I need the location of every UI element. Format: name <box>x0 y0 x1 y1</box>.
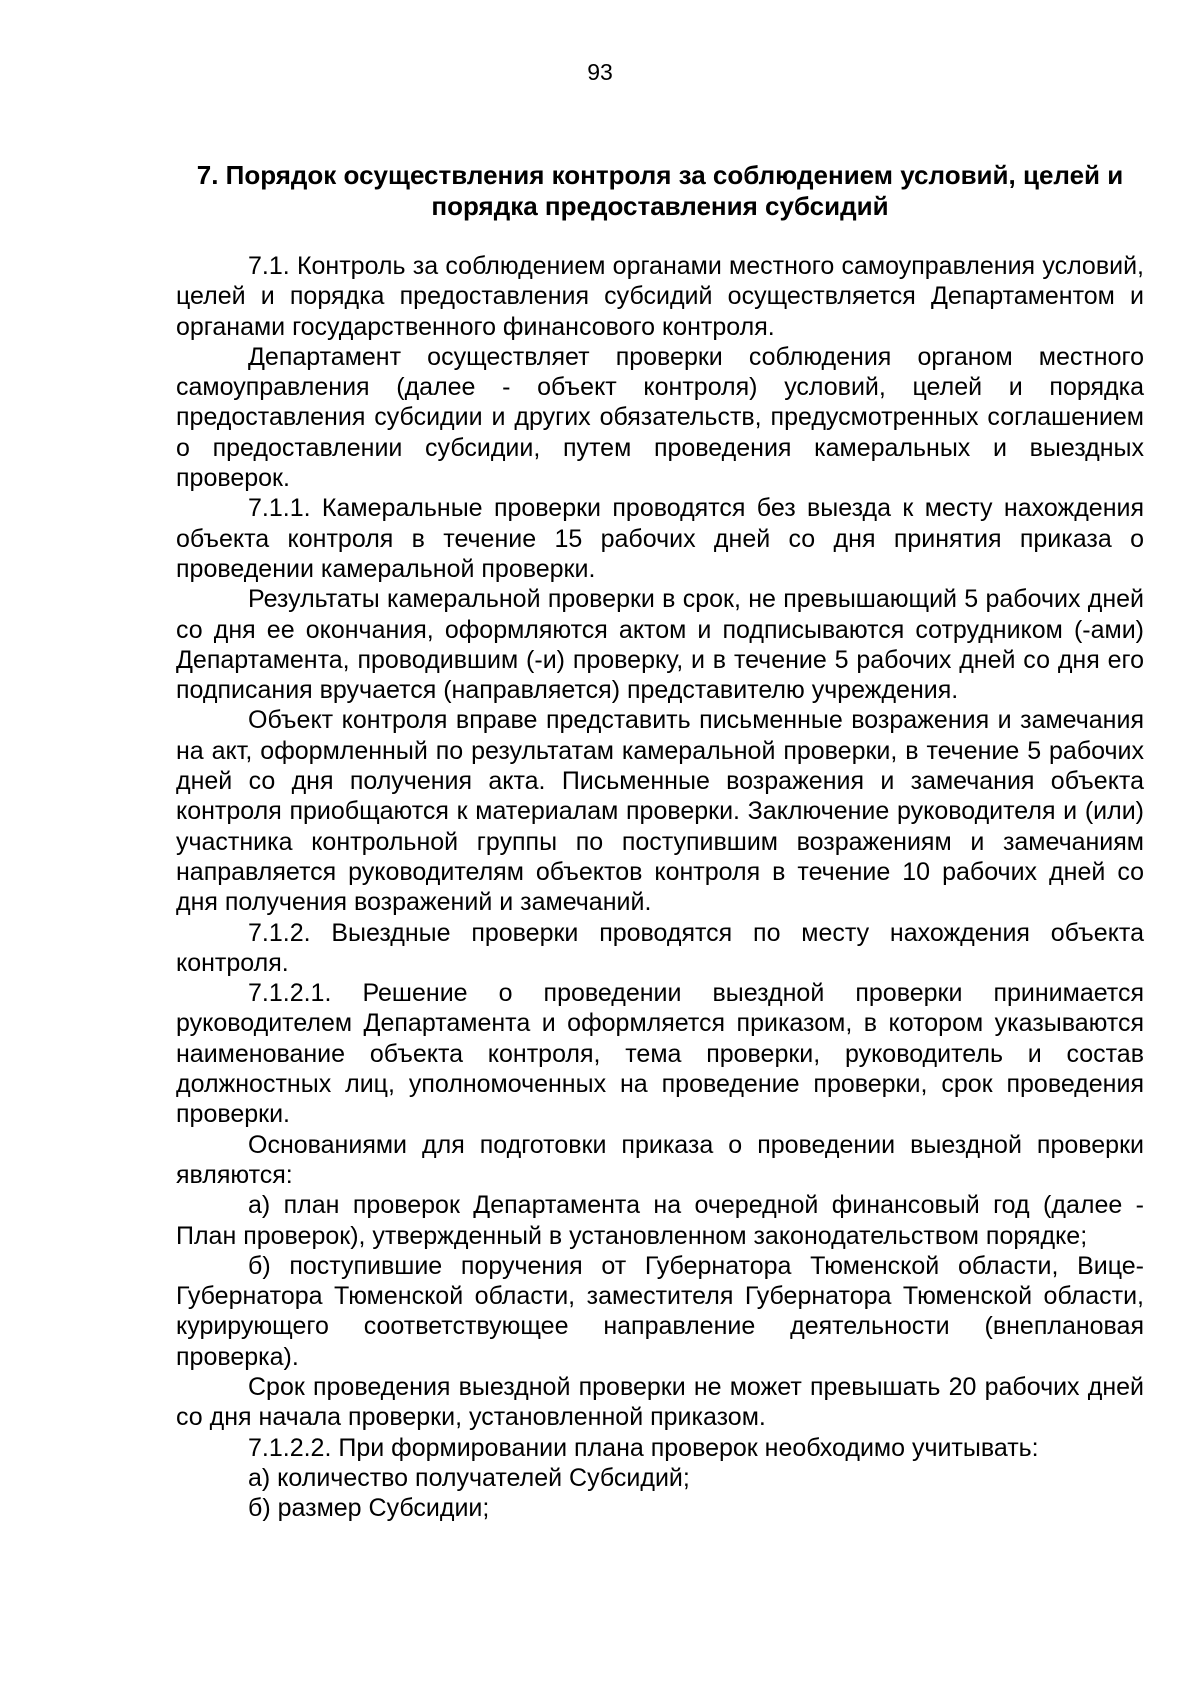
paragraph-7-1-2: 7.1.2. Выездные проверки проводятся по месту нахождения объекта контроля. <box>176 918 1144 977</box>
section-heading: 7. Порядок осуществления контроля за соблюдением условий, целей и порядка предоставления субсидий <box>196 160 1124 221</box>
paragraph-7-1-2-1: 7.1.2.1. Решение о проведении выездной проверки принимается руководителем Департамента и оформляется приказом, в котором указываются наименование объекта контроля, тема проверки, руководитель и состав должностных лиц, уполномоченных на проведение проверки, срок проведения проверки. <box>176 979 1144 1129</box>
paragraph-objections: Объект контроля вправе представить письменные возражения и замечания на акт, оформленный по результатам камеральной проверки, в течение 5 рабочих дней со дня получения акта. Письменные возражения и замечания объекта контроля приобщаются к материалам проверки. Заключение руководителя и (или) участника контрольной группы по поступившим возражениям и замечаниям направляется руководителям объектов контроля в течение 10 рабочих дней со дня получения возражений и замечаний. <box>176 706 1144 917</box>
list-item-a-recipients: а) количество получателей Субсидий; <box>248 1463 690 1492</box>
paragraph-7-1-2-2: 7.1.2.2. При формировании плана проверок необходимо учитывать: <box>248 1433 1039 1462</box>
page-number: 93 <box>587 59 613 85</box>
paragraph-desk-results: Результаты камеральной проверки в срок, не превышающий 5 рабочих дней со дня ее окончания, оформляются актом и подписываются сотрудником (-ами) Департамента, проводившим (-и) проверку, и в течение 5 рабочих дней со дня его подписания вручается (направляется) представителю учреждения. <box>176 585 1144 705</box>
paragraph-7-1: 7.1. Контроль за соблюдением органами местного самоуправления условий, целей и порядка предоставления субсидий осуществляется Департаментом и органами государственного финансового контроля. <box>176 252 1144 341</box>
paragraph-duration: Срок проведения выездной проверки не может превышать 20 рабочих дней со дня начала проверки, установленной приказом. <box>176 1372 1144 1432</box>
list-item-b-size: б) размер Субсидии; <box>248 1494 490 1523</box>
paragraph-department-checks: Департамент осуществляет проверки соблюдения органом местного самоуправления (далее - объект контроля) условий, целей и порядка предоставления субсидии и других обязательств, предусмотренных соглашением о предоставлении субсидии, путем проведения камеральных и выездных проверок. <box>176 342 1144 493</box>
paragraph-7-1-1: 7.1.1. Камеральные проверки проводятся без выезда к месту нахождения объекта контроля в течение 15 рабочих дней со дня принятия приказа о проведении камеральной проверки. <box>176 494 1144 583</box>
paragraph-grounds: Основаниями для подготовки приказа о проведении выездной проверки являются: <box>176 1130 1144 1189</box>
document-body <box>176 251 1144 1523</box>
list-item-b-instructions: б) поступившие поручения от Губернатора Тюменской области, Вице-Губернатора Тюменской области, заместителя Губернатора Тюменской области, курирующего соответствующее направление деятельности (внеплановая проверка). <box>176 1251 1144 1371</box>
list-item-a-plan: а) план проверок Департамента на очередной финансовый год (далее - План проверок), утвержденный в установленном законодательством порядке; <box>176 1191 1144 1250</box>
